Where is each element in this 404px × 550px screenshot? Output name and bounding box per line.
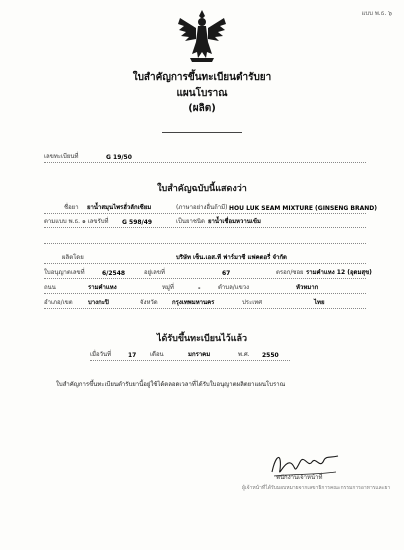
district-row [44, 298, 366, 309]
road-label: ถนน [44, 284, 56, 291]
subdistrict-value: หัวหมาก [296, 284, 319, 291]
drug-name-row [44, 203, 377, 214]
drug-name-english: HOU LUK SEAM MIXTURE (GINSENG BRAND) [229, 205, 377, 212]
moo-label: หมู่ที่ [162, 284, 174, 291]
drug-type-label: เป็นยาชนิด [176, 218, 205, 225]
date-month-label: เดือน [150, 351, 164, 358]
country-value: ไทย [314, 299, 325, 306]
certificate-subtitle: แผนโบราณ [176, 88, 228, 99]
formula-row [44, 217, 366, 228]
alley-label: ตรอก/ซอย [276, 269, 304, 276]
date-year-value: 2550 [262, 352, 279, 359]
license-label: ใบอนุญาตเลขที่ [44, 269, 85, 276]
registered-title: ได้รับขึ้นทะเบียนไว้แล้ว [156, 334, 248, 344]
garuda-emblem-icon [176, 8, 228, 64]
form-code: แบบ พ.ธ. ๖ [361, 10, 392, 17]
producer-value: บริษัท เซ็น.เอส.ที ฟาร์มาซี แฟคตอรี่ จำกัด [176, 254, 287, 261]
section-title: ใบสำคัญฉบับนี้แสดงว่า [157, 184, 247, 194]
certificate-type: (ผลิต) [188, 103, 216, 114]
road-row [44, 283, 366, 294]
date-day-label: เมื่อวันที่ [90, 351, 112, 358]
subdistrict-label: ตำบล/แขวง [218, 284, 250, 291]
drug-name-label: ชื่อยา [64, 204, 79, 211]
producer-label: ผลิตโดย [62, 254, 84, 261]
date-year-label: พ.ศ. [238, 351, 250, 358]
province-label: จังหวัด [140, 299, 158, 306]
authorization-stamp: ผู้เจ้าหน้าที่ได้รับมอบหมายจากเลขาธิการคณะกรรมการอาหารและยา [242, 485, 391, 491]
house-number-label: อยู่เลขที่ [144, 269, 165, 276]
title-divider [162, 132, 242, 133]
license-row [44, 268, 372, 279]
country-label: ประเทศ [242, 299, 263, 306]
validity-statement: ใบสำคัญการขึ้นทะเบียนตำรับยานี้อยู่ใช้ได้ตลอดเวลาที่ได้รับใบอนุญาตผลิตยาแผนโบราณ [56, 381, 286, 388]
district-value: บางกะปิ [88, 299, 109, 306]
producer-row [44, 253, 366, 264]
blank-row [44, 233, 366, 244]
drug-name-note: (ภาษาอย่างอื่นถ้ามี) [176, 204, 228, 211]
road-value: รามคำแหง [88, 284, 117, 291]
formula-value: G 598/49 [122, 219, 153, 226]
registration-number-row [44, 152, 366, 163]
alley-value: รามคำแหง 12 (อุดมสุข) [306, 269, 372, 276]
license-value: 6/2548 [102, 270, 126, 277]
moo-value: - [198, 285, 201, 292]
district-label: อำเภอ/เขต [44, 299, 73, 306]
date-row [90, 350, 290, 361]
formula-label: ตามแบบ พ.ธ. ๑ เลขรับที่ [44, 218, 109, 225]
drug-name-thai: ยาน้ำสมุนไพรฮั่วลักเซียม [87, 204, 152, 211]
date-month-value: มกราคม [188, 351, 211, 358]
house-number-value: 67 [222, 270, 231, 277]
registration-number-label: เลขทะเบียนที่ [44, 153, 79, 160]
registration-number-value: G 19/50 [106, 154, 132, 161]
province-value: กรุงเทพมหานคร [172, 299, 215, 306]
signer-title: พนักงานเจ้าหน้าที่ [276, 474, 323, 481]
date-day-value: 17 [128, 352, 137, 359]
certificate-title: ใบสำคัญการขึ้นทะเบียนตำรับยา [132, 72, 272, 83]
drug-type-value: ยาน้ำเชื่อมหวานเข้ม [208, 218, 261, 225]
